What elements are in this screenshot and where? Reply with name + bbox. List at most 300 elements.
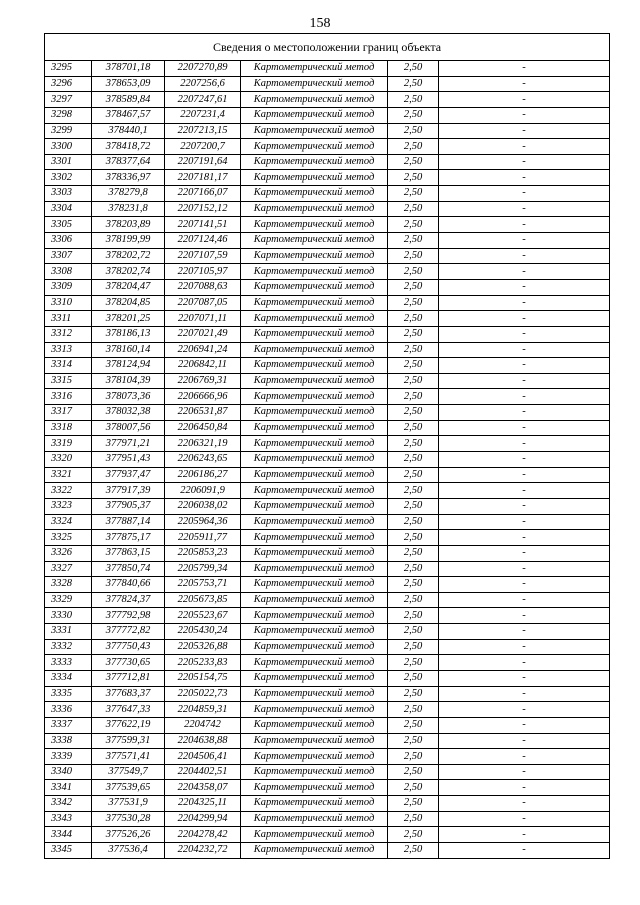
method-cell: Картометрический метод: [241, 295, 388, 311]
point-number-cell: 3337: [45, 717, 92, 733]
y-coordinate-cell: 2204278,42: [165, 827, 241, 843]
description-cell: -: [439, 655, 610, 671]
description-cell: -: [439, 279, 610, 295]
y-coordinate-cell: 2207088,63: [165, 279, 241, 295]
description-cell: -: [439, 248, 610, 264]
y-coordinate-cell: 2207105,97: [165, 264, 241, 280]
method-cell: Картометрический метод: [241, 389, 388, 405]
accuracy-cell: 2,50: [388, 154, 439, 170]
accuracy-cell: 2,50: [388, 233, 439, 249]
method-cell: Картометрический метод: [241, 530, 388, 546]
y-coordinate-cell: 2204358,07: [165, 780, 241, 796]
y-coordinate-cell: 2205853,23: [165, 545, 241, 561]
method-cell: Картометрический метод: [241, 577, 388, 593]
x-coordinate-cell: 378336,97: [92, 170, 165, 186]
y-coordinate-cell: 2205911,77: [165, 530, 241, 546]
point-number-cell: 3315: [45, 373, 92, 389]
table-row: [45, 233, 610, 249]
point-number-cell: 3295: [45, 61, 92, 77]
method-cell: Картометрический метод: [241, 545, 388, 561]
point-number-cell: 3341: [45, 780, 92, 796]
point-number-cell: 3335: [45, 686, 92, 702]
description-cell: -: [439, 514, 610, 530]
y-coordinate-cell: 2207181,17: [165, 170, 241, 186]
method-cell: Картометрический метод: [241, 358, 388, 374]
method-cell: Картометрический метод: [241, 733, 388, 749]
description-cell: -: [439, 186, 610, 202]
x-coordinate-cell: 378186,13: [92, 326, 165, 342]
description-cell: -: [439, 717, 610, 733]
description-cell: -: [439, 733, 610, 749]
y-coordinate-cell: 2204742: [165, 717, 241, 733]
x-coordinate-cell: 378199,99: [92, 233, 165, 249]
description-cell: -: [439, 389, 610, 405]
x-coordinate-cell: 377622,19: [92, 717, 165, 733]
description-cell: -: [439, 123, 610, 139]
table-row: [45, 592, 610, 608]
table-row: [45, 827, 610, 843]
accuracy-cell: 2,50: [388, 545, 439, 561]
accuracy-cell: 2,50: [388, 780, 439, 796]
method-cell: Картометрический метод: [241, 311, 388, 327]
description-cell: -: [439, 452, 610, 468]
point-number-cell: 3330: [45, 608, 92, 624]
y-coordinate-cell: 2204638,88: [165, 733, 241, 749]
x-coordinate-cell: 377840,66: [92, 577, 165, 593]
y-coordinate-cell: 2206450,84: [165, 420, 241, 436]
table-row: [45, 154, 610, 170]
table-row: [45, 201, 610, 217]
accuracy-cell: 2,50: [388, 217, 439, 233]
method-cell: Картометрический метод: [241, 326, 388, 342]
accuracy-cell: 2,50: [388, 639, 439, 655]
y-coordinate-cell: 2207213,15: [165, 123, 241, 139]
accuracy-cell: 2,50: [388, 123, 439, 139]
method-cell: Картометрический метод: [241, 154, 388, 170]
point-number-cell: 3302: [45, 170, 92, 186]
description-cell: -: [439, 483, 610, 499]
accuracy-cell: 2,50: [388, 405, 439, 421]
method-cell: Картометрический метод: [241, 843, 388, 859]
description-cell: -: [439, 608, 610, 624]
x-coordinate-cell: 377526,26: [92, 827, 165, 843]
y-coordinate-cell: 2206243,65: [165, 452, 241, 468]
point-number-cell: 3306: [45, 233, 92, 249]
table-row: [45, 811, 610, 827]
description-cell: -: [439, 577, 610, 593]
description-cell: -: [439, 467, 610, 483]
accuracy-cell: 2,50: [388, 186, 439, 202]
y-coordinate-cell: 2204299,94: [165, 811, 241, 827]
description-cell: -: [439, 780, 610, 796]
table-row: [45, 686, 610, 702]
x-coordinate-cell: 378104,39: [92, 373, 165, 389]
accuracy-cell: 2,50: [388, 201, 439, 217]
table-title: Сведения о местоположении границ объекта: [45, 34, 610, 61]
accuracy-cell: 2,50: [388, 796, 439, 812]
accuracy-cell: 2,50: [388, 592, 439, 608]
accuracy-cell: 2,50: [388, 561, 439, 577]
table-row: [45, 92, 610, 108]
y-coordinate-cell: 2207087,05: [165, 295, 241, 311]
x-coordinate-cell: 377772,82: [92, 624, 165, 640]
method-cell: Картометрический метод: [241, 686, 388, 702]
y-coordinate-cell: 2206666,96: [165, 389, 241, 405]
point-number-cell: 3318: [45, 420, 92, 436]
x-coordinate-cell: 378418,72: [92, 139, 165, 155]
accuracy-cell: 2,50: [388, 107, 439, 123]
y-coordinate-cell: 2205523,67: [165, 608, 241, 624]
accuracy-cell: 2,50: [388, 670, 439, 686]
table-row: [45, 436, 610, 452]
x-coordinate-cell: 378073,36: [92, 389, 165, 405]
y-coordinate-cell: 2207107,59: [165, 248, 241, 264]
table-row: [45, 608, 610, 624]
description-cell: -: [439, 217, 610, 233]
description-cell: -: [439, 749, 610, 765]
accuracy-cell: 2,50: [388, 61, 439, 77]
method-cell: Картометрический метод: [241, 248, 388, 264]
accuracy-cell: 2,50: [388, 279, 439, 295]
point-number-cell: 3298: [45, 107, 92, 123]
point-number-cell: 3307: [45, 248, 92, 264]
accuracy-cell: 2,50: [388, 733, 439, 749]
table-row: [45, 624, 610, 640]
accuracy-cell: 2,50: [388, 655, 439, 671]
accuracy-cell: 2,50: [388, 624, 439, 640]
point-number-cell: 3333: [45, 655, 92, 671]
method-cell: Картометрический метод: [241, 264, 388, 280]
description-cell: -: [439, 61, 610, 77]
table-row: [45, 530, 610, 546]
method-cell: Картометрический метод: [241, 811, 388, 827]
x-coordinate-cell: 378589,84: [92, 92, 165, 108]
method-cell: Картометрический метод: [241, 123, 388, 139]
accuracy-cell: 2,50: [388, 827, 439, 843]
point-number-cell: 3344: [45, 827, 92, 843]
description-cell: -: [439, 92, 610, 108]
x-coordinate-cell: 377530,28: [92, 811, 165, 827]
table-row: [45, 139, 610, 155]
table-row: [45, 545, 610, 561]
description-cell: -: [439, 201, 610, 217]
table-row: [45, 733, 610, 749]
description-cell: -: [439, 233, 610, 249]
y-coordinate-cell: 2205964,36: [165, 514, 241, 530]
method-cell: Картометрический метод: [241, 749, 388, 765]
table-row: [45, 843, 610, 859]
method-cell: Картометрический метод: [241, 498, 388, 514]
point-number-cell: 3314: [45, 358, 92, 374]
x-coordinate-cell: 378231,8: [92, 201, 165, 217]
method-cell: Картометрический метод: [241, 592, 388, 608]
table-row: [45, 326, 610, 342]
y-coordinate-cell: 2205233,83: [165, 655, 241, 671]
point-number-cell: 3296: [45, 76, 92, 92]
method-cell: Картометрический метод: [241, 796, 388, 812]
point-number-cell: 3325: [45, 530, 92, 546]
y-coordinate-cell: 2205326,88: [165, 639, 241, 655]
method-cell: Картометрический метод: [241, 186, 388, 202]
point-number-cell: 3334: [45, 670, 92, 686]
x-coordinate-cell: 378201,25: [92, 311, 165, 327]
description-cell: -: [439, 154, 610, 170]
description-cell: -: [439, 358, 610, 374]
method-cell: Картометрический метод: [241, 670, 388, 686]
method-cell: Картометрический метод: [241, 608, 388, 624]
method-cell: Картометрический метод: [241, 639, 388, 655]
y-coordinate-cell: 2207021,49: [165, 326, 241, 342]
description-cell: -: [439, 420, 610, 436]
description-cell: -: [439, 561, 610, 577]
accuracy-cell: 2,50: [388, 139, 439, 155]
table-row: [45, 655, 610, 671]
description-cell: -: [439, 592, 610, 608]
point-number-cell: 3332: [45, 639, 92, 655]
y-coordinate-cell: 2206941,24: [165, 342, 241, 358]
x-coordinate-cell: 377951,43: [92, 452, 165, 468]
method-cell: Картометрический метод: [241, 92, 388, 108]
table-row: [45, 561, 610, 577]
description-cell: -: [439, 764, 610, 780]
x-coordinate-cell: 378467,57: [92, 107, 165, 123]
accuracy-cell: 2,50: [388, 326, 439, 342]
x-coordinate-cell: 378202,74: [92, 264, 165, 280]
method-cell: Картометрический метод: [241, 107, 388, 123]
point-number-cell: 3299: [45, 123, 92, 139]
y-coordinate-cell: 2206186,27: [165, 467, 241, 483]
y-coordinate-cell: 2206769,31: [165, 373, 241, 389]
point-number-cell: 3323: [45, 498, 92, 514]
method-cell: Картометрический метод: [241, 61, 388, 77]
point-number-cell: 3305: [45, 217, 92, 233]
table-row: [45, 717, 610, 733]
method-cell: Картометрический метод: [241, 201, 388, 217]
point-number-cell: 3328: [45, 577, 92, 593]
point-number-cell: 3317: [45, 405, 92, 421]
method-cell: Картометрический метод: [241, 780, 388, 796]
accuracy-cell: 2,50: [388, 342, 439, 358]
y-coordinate-cell: 2205753,71: [165, 577, 241, 593]
x-coordinate-cell: 377937,47: [92, 467, 165, 483]
y-coordinate-cell: 2205154,75: [165, 670, 241, 686]
accuracy-cell: 2,50: [388, 436, 439, 452]
x-coordinate-cell: 377539,65: [92, 780, 165, 796]
accuracy-cell: 2,50: [388, 514, 439, 530]
y-coordinate-cell: 2205022,73: [165, 686, 241, 702]
x-coordinate-cell: 377875,17: [92, 530, 165, 546]
table-row: [45, 420, 610, 436]
x-coordinate-cell: 378202,72: [92, 248, 165, 264]
x-coordinate-cell: 377571,41: [92, 749, 165, 765]
description-cell: -: [439, 498, 610, 514]
accuracy-cell: 2,50: [388, 389, 439, 405]
table-row: [45, 749, 610, 765]
table-row: [45, 577, 610, 593]
accuracy-cell: 2,50: [388, 483, 439, 499]
description-cell: -: [439, 405, 610, 421]
x-coordinate-cell: 378377,64: [92, 154, 165, 170]
method-cell: Картометрический метод: [241, 342, 388, 358]
accuracy-cell: 2,50: [388, 577, 439, 593]
method-cell: Картометрический метод: [241, 233, 388, 249]
description-cell: -: [439, 670, 610, 686]
method-cell: Картометрический метод: [241, 436, 388, 452]
accuracy-cell: 2,50: [388, 498, 439, 514]
description-cell: -: [439, 530, 610, 546]
x-coordinate-cell: 377536,4: [92, 843, 165, 859]
table-row: [45, 279, 610, 295]
description-cell: -: [439, 342, 610, 358]
accuracy-cell: 2,50: [388, 373, 439, 389]
table-row: [45, 514, 610, 530]
y-coordinate-cell: 2207141,51: [165, 217, 241, 233]
accuracy-cell: 2,50: [388, 608, 439, 624]
x-coordinate-cell: 378007,56: [92, 420, 165, 436]
point-number-cell: 3316: [45, 389, 92, 405]
description-cell: -: [439, 264, 610, 280]
description-cell: -: [439, 843, 610, 859]
point-number-cell: 3303: [45, 186, 92, 202]
y-coordinate-cell: 2207166,07: [165, 186, 241, 202]
point-number-cell: 3300: [45, 139, 92, 155]
point-number-cell: 3331: [45, 624, 92, 640]
x-coordinate-cell: 377792,98: [92, 608, 165, 624]
table-row: [45, 170, 610, 186]
table-row: [45, 639, 610, 655]
accuracy-cell: 2,50: [388, 170, 439, 186]
y-coordinate-cell: 2207071,11: [165, 311, 241, 327]
table-row: [45, 702, 610, 718]
y-coordinate-cell: 2206321,19: [165, 436, 241, 452]
y-coordinate-cell: 2207200,7: [165, 139, 241, 155]
table-row: [45, 186, 610, 202]
method-cell: Картометрический метод: [241, 483, 388, 499]
point-number-cell: 3345: [45, 843, 92, 859]
method-cell: Картометрический метод: [241, 139, 388, 155]
accuracy-cell: 2,50: [388, 702, 439, 718]
method-cell: Картометрический метод: [241, 514, 388, 530]
boundary-coordinates-table: [44, 33, 610, 859]
table-row: [45, 780, 610, 796]
method-cell: Картометрический метод: [241, 764, 388, 780]
y-coordinate-cell: 2205673,85: [165, 592, 241, 608]
y-coordinate-cell: 2207247,61: [165, 92, 241, 108]
description-cell: -: [439, 686, 610, 702]
point-number-cell: 3304: [45, 201, 92, 217]
description-cell: -: [439, 639, 610, 655]
point-number-cell: 3312: [45, 326, 92, 342]
description-cell: -: [439, 326, 610, 342]
point-number-cell: 3320: [45, 452, 92, 468]
table-body: [45, 34, 610, 859]
x-coordinate-cell: 377730,65: [92, 655, 165, 671]
table-row: [45, 796, 610, 812]
x-coordinate-cell: 378032,38: [92, 405, 165, 421]
method-cell: Картометрический метод: [241, 217, 388, 233]
table-row: [45, 76, 610, 92]
description-cell: -: [439, 811, 610, 827]
description-cell: -: [439, 170, 610, 186]
point-number-cell: 3297: [45, 92, 92, 108]
table-row: [45, 405, 610, 421]
point-number-cell: 3324: [45, 514, 92, 530]
x-coordinate-cell: 378653,09: [92, 76, 165, 92]
point-number-cell: 3310: [45, 295, 92, 311]
method-cell: Картометрический метод: [241, 279, 388, 295]
description-cell: -: [439, 311, 610, 327]
method-cell: Картометрический метод: [241, 76, 388, 92]
y-coordinate-cell: 2206038,02: [165, 498, 241, 514]
x-coordinate-cell: 378440,1: [92, 123, 165, 139]
x-coordinate-cell: 377905,37: [92, 498, 165, 514]
point-number-cell: 3338: [45, 733, 92, 749]
method-cell: Картометрический метод: [241, 467, 388, 483]
description-cell: -: [439, 373, 610, 389]
table-row: [45, 452, 610, 468]
point-number-cell: 3321: [45, 467, 92, 483]
description-cell: -: [439, 545, 610, 561]
x-coordinate-cell: 378204,47: [92, 279, 165, 295]
point-number-cell: 3327: [45, 561, 92, 577]
method-cell: Картометрический метод: [241, 702, 388, 718]
method-cell: Картометрический метод: [241, 420, 388, 436]
table-row: [45, 217, 610, 233]
description-cell: -: [439, 107, 610, 123]
accuracy-cell: 2,50: [388, 295, 439, 311]
table-row: [45, 248, 610, 264]
y-coordinate-cell: 2204232,72: [165, 843, 241, 859]
y-coordinate-cell: 2206842,11: [165, 358, 241, 374]
x-coordinate-cell: 378279,8: [92, 186, 165, 202]
y-coordinate-cell: 2207124,46: [165, 233, 241, 249]
y-coordinate-cell: 2207231,4: [165, 107, 241, 123]
accuracy-cell: 2,50: [388, 717, 439, 733]
accuracy-cell: 2,50: [388, 311, 439, 327]
point-number-cell: 3308: [45, 264, 92, 280]
table-row: [45, 467, 610, 483]
table-row: [45, 389, 610, 405]
x-coordinate-cell: 378160,14: [92, 342, 165, 358]
point-number-cell: 3343: [45, 811, 92, 827]
description-cell: -: [439, 796, 610, 812]
y-coordinate-cell: 2206531,87: [165, 405, 241, 421]
x-coordinate-cell: 377750,43: [92, 639, 165, 655]
table-row: [45, 483, 610, 499]
x-coordinate-cell: 377647,33: [92, 702, 165, 718]
point-number-cell: 3329: [45, 592, 92, 608]
y-coordinate-cell: 2204506,41: [165, 749, 241, 765]
x-coordinate-cell: 378701,18: [92, 61, 165, 77]
point-number-cell: 3319: [45, 436, 92, 452]
table-title-row: [45, 34, 610, 61]
x-coordinate-cell: 377531,9: [92, 796, 165, 812]
accuracy-cell: 2,50: [388, 248, 439, 264]
accuracy-cell: 2,50: [388, 420, 439, 436]
table-row: [45, 498, 610, 514]
table-row: [45, 107, 610, 123]
y-coordinate-cell: 2207191,64: [165, 154, 241, 170]
description-cell: -: [439, 76, 610, 92]
x-coordinate-cell: 377850,74: [92, 561, 165, 577]
accuracy-cell: 2,50: [388, 811, 439, 827]
description-cell: -: [439, 702, 610, 718]
method-cell: Картометрический метод: [241, 452, 388, 468]
point-number-cell: 3339: [45, 749, 92, 765]
accuracy-cell: 2,50: [388, 749, 439, 765]
y-coordinate-cell: 2207270,89: [165, 61, 241, 77]
table-row: [45, 295, 610, 311]
